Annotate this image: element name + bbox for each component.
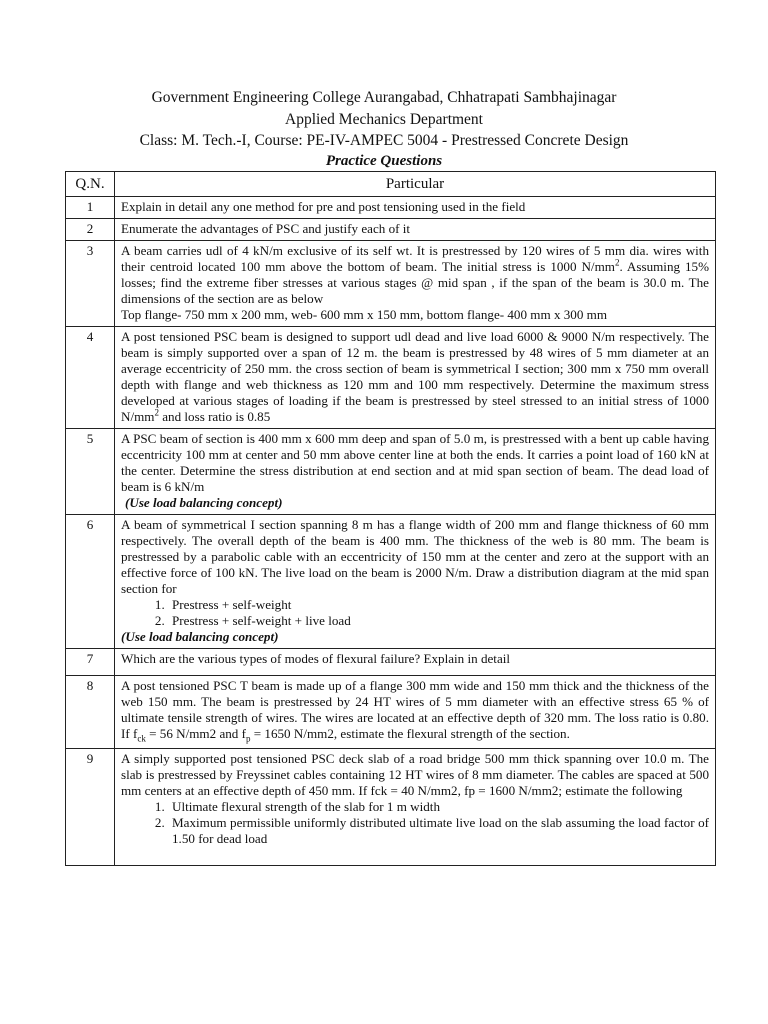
questions-table	[65, 171, 716, 866]
superscript: 2	[154, 407, 159, 418]
section-dimensions: Top flange- 750 mm x 200 mm, web- 600 mm x 150 mm, bottom flange- 400 mm x 300 mm	[121, 307, 608, 322]
subscript: ck	[137, 733, 146, 744]
department-name: Applied Mechanics Department	[285, 110, 483, 128]
question-cell	[115, 676, 716, 749]
question-text-part: A post tensioned PSC beam is designed to support udl dead and live load 6000 & 9000 N/m respectively. The beam is simply supported over a span of 12 m. the beam is prestressed by 48 wires of 5 mm diameter at an average eccentricity of 250 mm. the cross section of beam is symmetrical I section; 300 mm x 750 mm overall depth with flange and web thickness as 120 mm and 100 mm respectively. Determine the maximum stress developed at various stages of loading if the beam is prestressed by steel stressed to an initial stress of 1000 N/mm	[121, 329, 709, 424]
superscript: 2	[614, 257, 620, 268]
question-number: 5	[66, 429, 115, 515]
table-row	[66, 197, 716, 219]
question-text	[121, 243, 709, 307]
question-note: (Use load balancing concept)	[121, 629, 279, 644]
question-text: A simply supported post tensioned PSC deck slab of a road bridge 500 mm thick spanning over 10.0 m. The slab is prestressed by Freyssinet cables containing 12 HT wires of 8 mm diameter. The cables are spaced at 500 mm centers at an effective depth of 450 mm. If fck = 40 N/mm2, fp = 1600 N/mm2; estimate the following	[121, 751, 709, 798]
question-cell	[115, 241, 716, 327]
table-row	[66, 219, 716, 241]
question-number: 8	[66, 676, 115, 749]
question-text-part: = 1650 N/mm2, estimate the flexural strength of the section.	[250, 726, 570, 741]
question-text-part: = 56 N/mm2 and f	[145, 726, 246, 741]
estimate-list	[121, 799, 709, 847]
question-cell	[115, 515, 716, 649]
question-number: 1	[66, 197, 115, 219]
table-row	[66, 749, 716, 866]
table-row	[66, 649, 716, 676]
question-number: 7	[66, 649, 115, 676]
question-cell	[115, 749, 716, 866]
question-text: A PSC beam of section is 400 mm x 600 mm deep and span of 5.0 m, is prestressed with a bent up cable having eccentricity 100 mm at center and 50 mm above center line at both the ends. It carries a point load of 160 kN at the center. Determine the stress distribution at end section and at mid span section of beam. The dead load of beam is 6 kN/m	[121, 431, 709, 494]
table-row	[66, 327, 716, 429]
table-row	[66, 676, 716, 749]
question-text	[121, 678, 709, 742]
question-number: 6	[66, 515, 115, 649]
question-number: 2	[66, 219, 115, 241]
document-header	[0, 87, 768, 171]
college-name: Government Engineering College Aurangabad, Chhatrapati Sambhajinagar	[151, 89, 617, 106]
question-text-part: . Assuming 15% losses; find the extreme fiber stresses at various stages @ mid span , if the span of the beam is 30.0 m. The dimensions of the section are as below	[121, 259, 709, 306]
question-text: A beam of symmetrical I section spanning 8 m has a flange width of 200 mm and flange thickness of 60 mm respectively. The overall depth of the beam is 400 mm. The thickness of the web is 80 mm. The beam is prestressed by a parabolic cable with an eccentricity of 150 mm at the center and zero at the support with an effective force of 100 kN. The live load on the beam is 2000 N/m. Draw a distribution diagram at the mid span section for	[121, 517, 709, 596]
question-number: 4	[66, 327, 115, 429]
question-number: 3	[66, 241, 115, 327]
document-subtitle: Practice Questions	[325, 152, 443, 169]
question-text-part: A post tensioned PSC T beam is made up of a flange 300 mm wide and 150 mm thick and the thickness of the web 150 mm. The beam is prestressed by 24 HT wires of 5 mm diameter with an effective stress 65 % of ultimate tensile strength of wires. The wires are located at an effective depth of 320 mm. The loss ratio is 0.80. If f	[121, 678, 709, 741]
subscript: p	[245, 733, 251, 744]
table-row	[66, 241, 716, 327]
question-text: Which are the various types of modes of flexural failure? Explain in detail	[115, 649, 716, 676]
question-text: Enumerate the advantages of PSC and justify each of it	[115, 219, 716, 241]
table-header-row	[66, 172, 716, 197]
course-info: Class: M. Tech.-I, Course: PE-IV-AMPEC 5004 - Prestressed Concrete Design	[139, 132, 629, 149]
column-header-particular: Particular	[115, 172, 716, 197]
list-item: 1. Prestress + self-weight	[168, 597, 709, 613]
table-row	[66, 429, 716, 515]
list-item: 2. Maximum permissible uniformly distributed ultimate live load on the slab assuming the load factor of 1.50 for dead load	[168, 815, 709, 847]
list-item: 1. Ultimate flexural strength of the slab for 1 m width	[168, 799, 709, 815]
column-header-qn: Q.N.	[66, 172, 115, 197]
question-note: (Use load balancing concept)	[125, 495, 283, 510]
question-text-part: and loss ratio is 0.85	[158, 409, 271, 424]
question-number: 9	[66, 749, 115, 866]
question-text: Explain in detail any one method for pre and post tensioning used in the field	[115, 197, 716, 219]
question-cell	[115, 429, 716, 515]
case-list	[121, 597, 709, 629]
list-item: 2. Prestress + self-weight + live load	[168, 613, 709, 629]
question-cell	[115, 327, 716, 429]
question-text	[121, 329, 709, 425]
question-text-part: A beam carries udl of 4 kN/m exclusive of its self wt. It is prestressed by 120 wires of 5 mm dia. wires with their centroid located 100 mm above the bottom of beam. The initial stress is 1000 N/mm	[121, 243, 709, 274]
table-row	[66, 515, 716, 649]
